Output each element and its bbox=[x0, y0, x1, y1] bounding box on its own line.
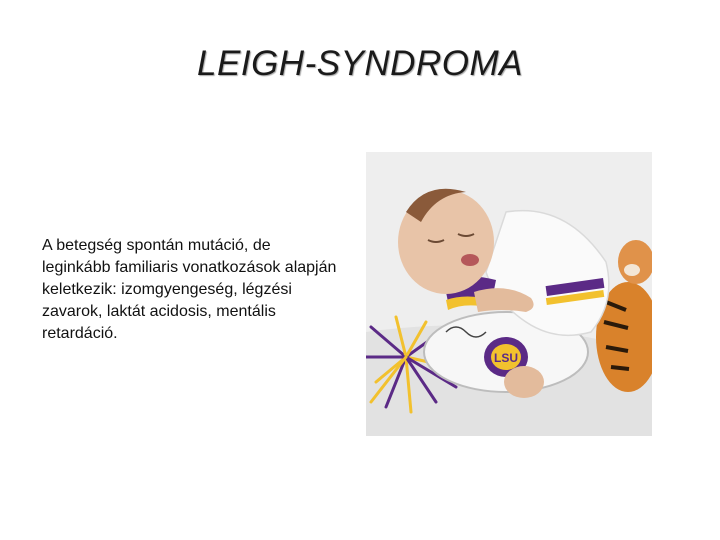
photo-sleeping-baby bbox=[366, 152, 652, 436]
slide-body-text: A betegség spontán mutáció, de leginkább familiaris vonatkozások alapján keletkezik: izomgyengeség, légzési zavarok, laktát acidosis, mentális retardáció. bbox=[42, 237, 337, 342]
slide-title: LEIGH-SYNDROMA bbox=[197, 44, 523, 83]
football-lsu-label: LSU bbox=[494, 351, 518, 365]
